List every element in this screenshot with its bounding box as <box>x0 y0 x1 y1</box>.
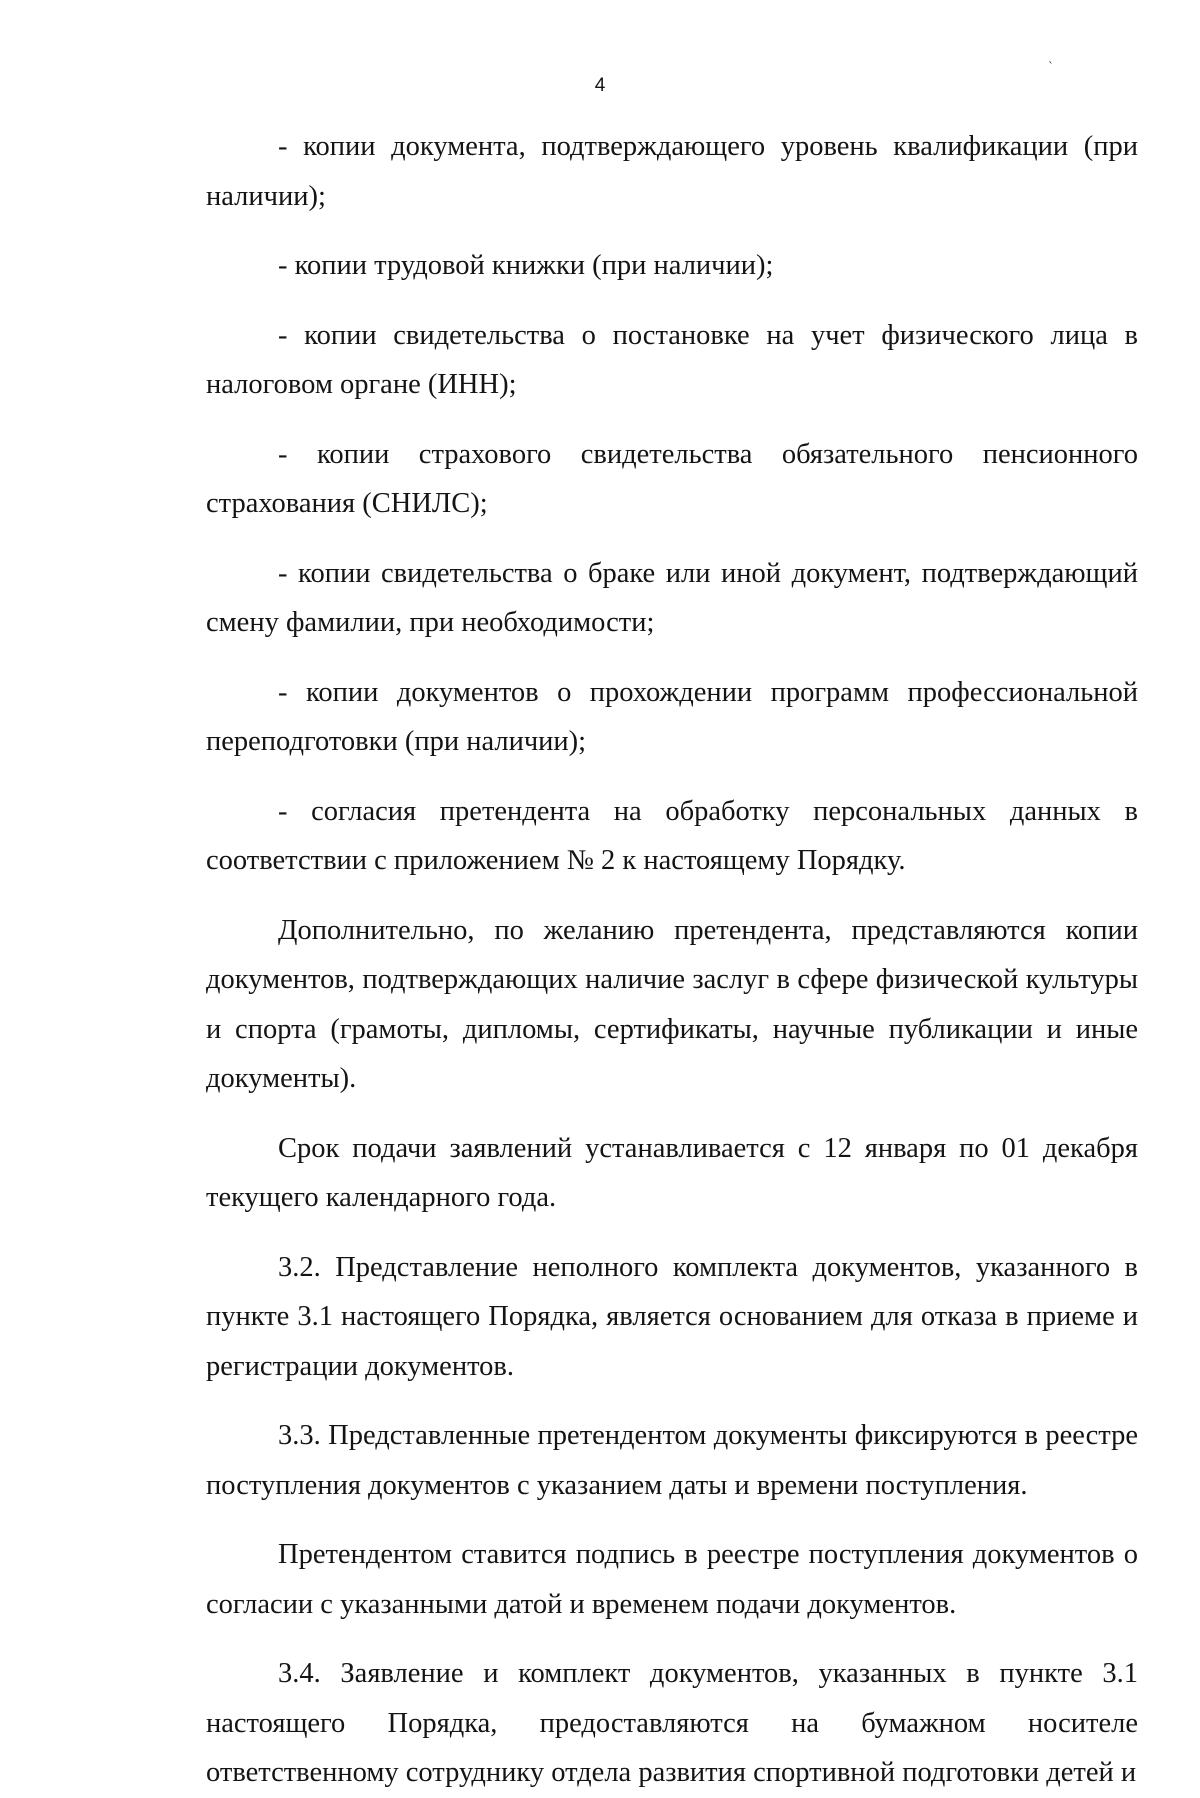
paragraph-section-3-2: 3.2. Представление неполного комплекта документов, указанного в пункте 3.1 настоящего Порядка, является основанием для отказа в приеме и регистрации документов. <box>206 1251 1138 1382</box>
paragraph-personal-data-consent: - согласия претендента на обработку персональных данных в соответствии с приложением № 2 к настоящему Порядку. <box>206 795 1138 876</box>
paragraph-application-deadline: Срок подачи заявлений устанавливается с 12 января по 01 декабря текущего календарного года. <box>206 1132 1138 1213</box>
paragraph-additional-documents: Дополнительно, по желанию претендента, представляются копии документов, подтверждающих наличие заслуг в сфере физической культуры и спорта (грамоты, дипломы, сертификаты, научные публикации и иные документы). <box>206 914 1138 1094</box>
paragraph-section-3-3: 3.3. Представленные претендентом документы фиксируются в реестре поступления документов с указанием даты и времени поступления. <box>206 1420 1138 1501</box>
paragraph-inn-copy: - копии свидетельства о постановке на учет физического лица в налоговом органе (ИНН); <box>206 319 1138 400</box>
paragraph-retraining-copy: - копии документов о прохождении программ профессиональной переподготовки (при наличии); <box>206 676 1138 757</box>
paragraph-snils-copy: - копии страхового свидетельства обязательного пенсионного страхования (СНИЛС); <box>206 438 1138 519</box>
paragraph-signature-registry: Претендентом ставится подпись в реестре поступления документов о согласии с указанными датой и временем подачи документов. <box>206 1539 1138 1620</box>
document-body <box>206 122 1138 1798</box>
paragraph-qualification-copy: - копии документа, подтверждающего уровень квалификации (при наличии); <box>206 131 1138 212</box>
page-number: 4 <box>594 75 606 96</box>
paragraph-section-3-4: 3.4. Заявление и комплект документов, указанных в пункте 3.1 настоящего Порядка, предоставляются на бумажном носителе ответственному сотруднику отдела развития спортивной подготовки детей и <box>206 1658 1138 1788</box>
scan-artifact-mark: ` <box>1048 60 1054 74</box>
paragraph-marriage-certificate-copy: - копии свидетельства о браке или иной документ, подтверждающий смену фамилии, при необходимости; <box>206 557 1138 638</box>
paragraph-work-book-copy: - копии трудовой книжки (при наличии); <box>278 250 774 281</box>
